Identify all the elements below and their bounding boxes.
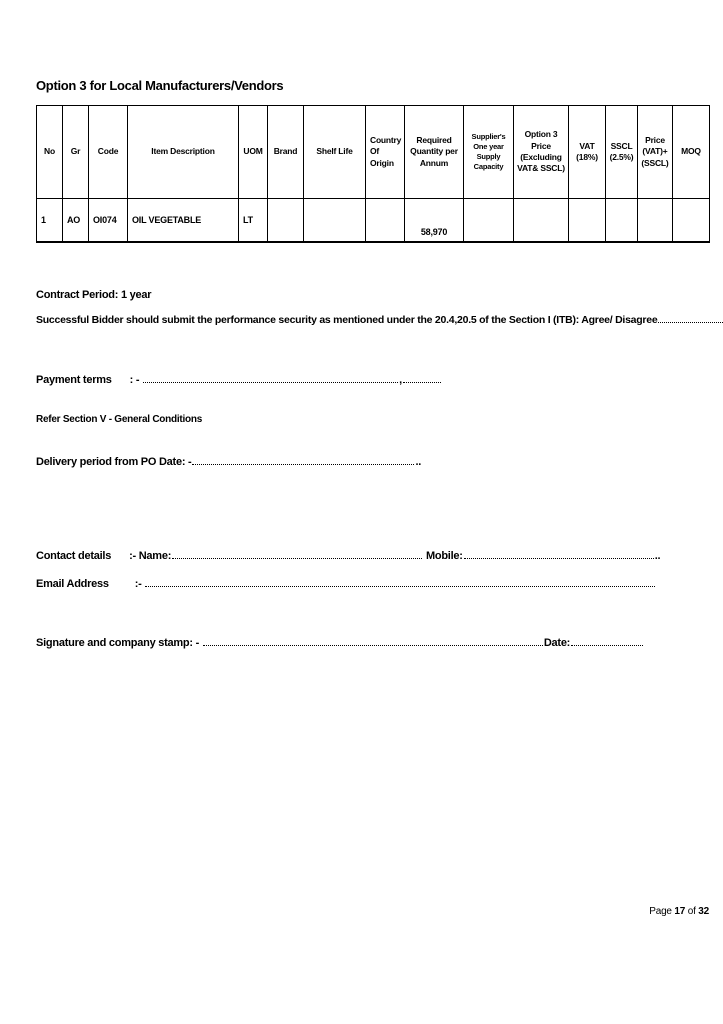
delivery-period-label: Delivery period from PO Date: - — [36, 456, 192, 468]
email-address-line — [36, 578, 709, 590]
date-dotted-line — [571, 643, 643, 646]
cell-supplier-capacity — [464, 199, 514, 243]
mobile-label: Mobile: — [425, 550, 463, 562]
cell-no: 1 — [37, 199, 63, 243]
cell-shelf-life — [304, 199, 366, 243]
performance-security-label: Successful Bidder should submit the performance security as mentioned under the 20.4,20.5 of the Section I (ITB): Agree/ Disagree — [36, 314, 658, 326]
payment-terms-line — [36, 374, 709, 386]
refer-section-text: Refer Section V - General Conditions — [36, 414, 203, 425]
contact-name-dotted-line — [172, 556, 422, 559]
email-address-label: Email Address — [36, 578, 109, 590]
payment-terms-separator: : - — [129, 374, 140, 386]
col-header-required-quantity: Required Quantity per Annum — [405, 106, 464, 199]
col-header-country-of-origin: Country Of Origin — [366, 106, 405, 199]
col-header-brand: Brand — [268, 106, 304, 199]
table-row — [37, 199, 710, 243]
col-header-gr: Gr — [63, 106, 89, 199]
date-label: Date: — [543, 637, 571, 649]
contact-details-label: Contact details — [36, 550, 112, 562]
cell-uom: LT — [239, 199, 268, 243]
cell-required-quantity: 58,970 — [405, 199, 464, 243]
mobile-dotted-line — [464, 556, 654, 559]
cell-option3-price — [514, 199, 569, 243]
cell-gr: AO — [63, 199, 89, 243]
col-header-moq: MOQ — [673, 106, 710, 199]
cell-vat — [569, 199, 606, 243]
col-header-price-vat-sscl: Price (VAT)+ (SSCL) — [638, 106, 673, 199]
contact-details-line — [36, 550, 709, 562]
payment-terms-comma: , — [399, 374, 402, 386]
signature-label: Signature and company stamp: - — [36, 637, 200, 649]
signature-dotted-line — [203, 643, 543, 646]
col-header-shelf-life: Shelf Life — [304, 106, 366, 199]
contract-period-text: Contract Period: 1 year — [36, 289, 152, 301]
email-separator: :- — [134, 578, 142, 590]
delivery-period-line — [36, 456, 709, 468]
footer-of-label: of — [687, 906, 696, 917]
mobile-suffix: .. — [654, 550, 661, 562]
performance-security-text — [36, 314, 709, 326]
payment-terms-dotted-line-2 — [403, 380, 441, 383]
cell-price-vat-sscl — [638, 199, 673, 243]
contact-name-separator: :- Name: — [129, 550, 172, 562]
col-header-uom: UOM — [239, 106, 268, 199]
col-header-vat: VAT (18%) — [569, 106, 606, 199]
col-header-code: Code — [89, 106, 128, 199]
table-header-row — [37, 106, 710, 199]
email-dotted-line — [145, 584, 655, 587]
footer-page-number: 17 — [674, 906, 686, 917]
items-table — [36, 105, 710, 243]
cell-code: OI074 — [89, 199, 128, 243]
footer-page-label: Page — [649, 906, 672, 917]
page-title: Option 3 for Local Manufacturers/Vendors — [36, 78, 284, 93]
cell-brand — [268, 199, 304, 243]
cell-item-description: OIL VEGETABLE — [128, 199, 239, 243]
delivery-period-suffix: .. — [415, 456, 422, 468]
signature-line — [36, 637, 709, 649]
page-content — [36, 0, 709, 649]
col-header-no: No — [37, 106, 63, 199]
page-footer — [649, 906, 709, 917]
col-header-option3-price: Option 3 Price (Excluding VAT& SSCL) — [514, 106, 569, 199]
footer-page-total: 32 — [698, 906, 709, 917]
cell-moq — [673, 199, 710, 243]
payment-terms-label: Payment terms — [36, 374, 112, 386]
cell-country-of-origin — [366, 199, 405, 243]
agree-disagree-dotted-line — [658, 320, 723, 323]
col-header-sscl: SSCL (2.5%) — [606, 106, 638, 199]
payment-terms-dotted-line — [143, 380, 398, 383]
delivery-period-dotted-line — [192, 462, 414, 465]
col-header-supplier-capacity: Supplier's One year Supply Capacity — [464, 106, 514, 199]
cell-sscl — [606, 199, 638, 243]
col-header-item-description: Item Description — [128, 106, 239, 199]
